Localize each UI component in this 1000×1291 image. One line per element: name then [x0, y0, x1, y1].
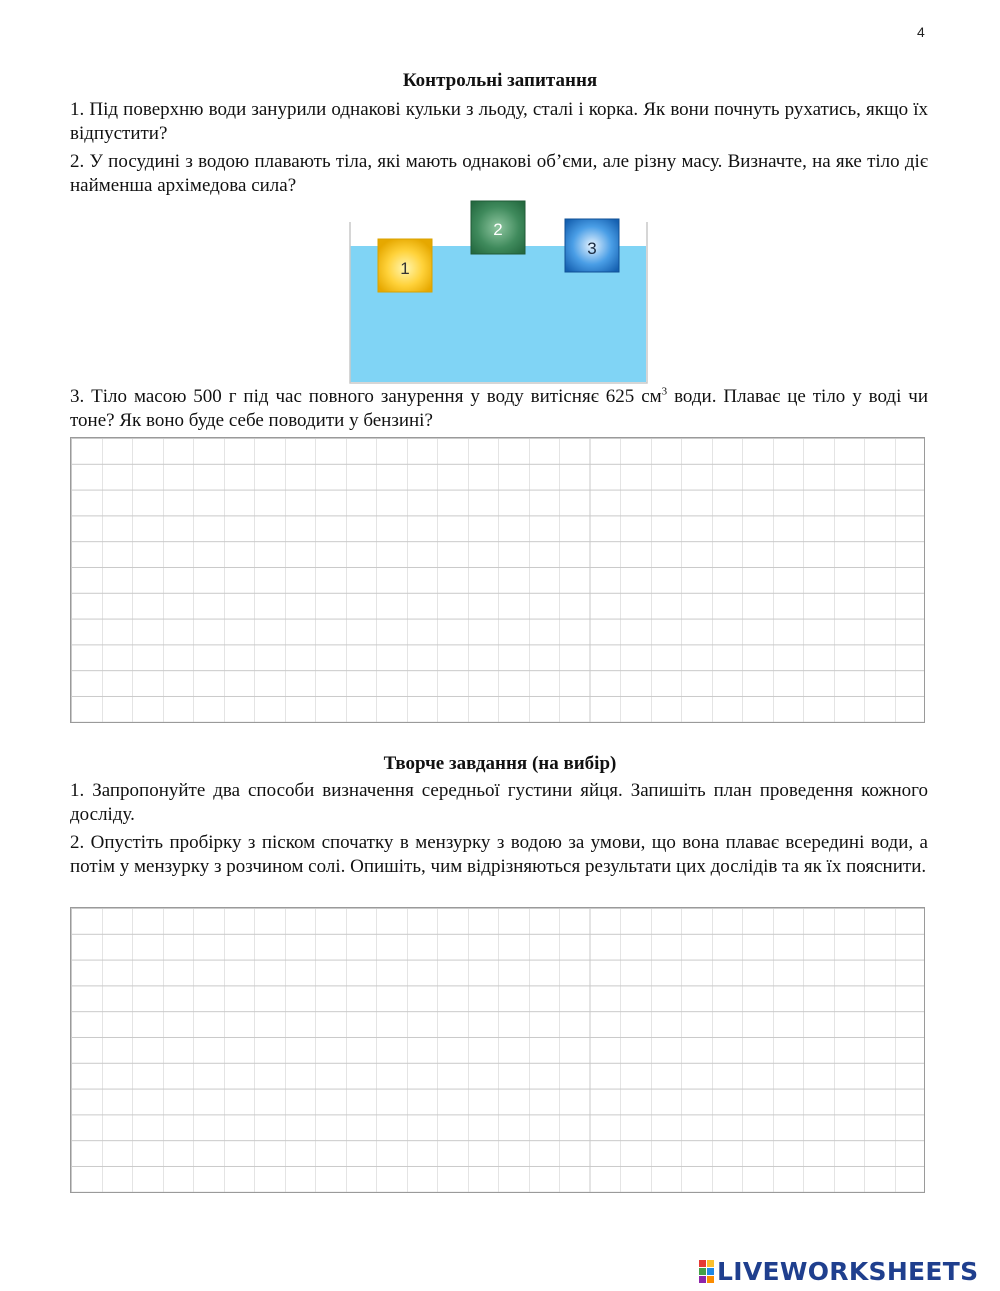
body-label: 3	[587, 239, 597, 258]
floating-body-2	[471, 201, 525, 254]
logo-icon	[699, 1260, 714, 1283]
vessel-figure	[340, 198, 660, 386]
answer-grid-2[interactable]	[70, 907, 925, 1193]
body-label: 1	[400, 259, 410, 278]
task-2: 2. Опустіть пробірку з піском спочатку в мензурку з водою за умови, що вона плаває всередині води, а потім у мензурку з розчином солі. Опишіть, чим відрізняються результати цих дослідів та як їх пояснити.	[70, 832, 928, 877]
question-3-text-b: води. Плаває це тіло у воді чи тоне? Як воно буде себе поводити у бензині?	[70, 386, 929, 431]
liveworksheets-logo	[699, 1256, 978, 1286]
body-label: 2	[493, 220, 503, 239]
answer-grid-1[interactable]	[70, 437, 925, 723]
floating-body-3	[565, 219, 619, 272]
section-title-creative-task: Творче завдання (на вибір)	[383, 753, 617, 774]
question-3-text-a: 3. Тіло масою 500 г під час повного занурення у воду витісняє 625 см	[70, 386, 662, 407]
question-3	[70, 385, 928, 433]
logo-text: LIVEWORKSHEETS	[717, 1256, 979, 1286]
question-1: 1. Під поверхню води занурили однакові кульки з льоду, сталі і корка. Як вони почнуть рухатись, якщо їх відпустити?	[70, 99, 928, 144]
floating-body-1	[378, 239, 432, 292]
section-title-control-questions: Контрольні запитання	[402, 70, 598, 91]
task-1: 1. Запропонуйте два способи визначення середньої густини яйця. Запишіть план проведення кожного досліду.	[70, 780, 928, 825]
page-number: 4	[917, 24, 925, 40]
question-3-superscript: 3	[661, 385, 668, 398]
question-2: 2. У посудині з водою плавають тіла, які мають однакові об’єми, але різну масу. Визначте, на яке тіло діє найменша архімедова сила?	[70, 151, 928, 196]
